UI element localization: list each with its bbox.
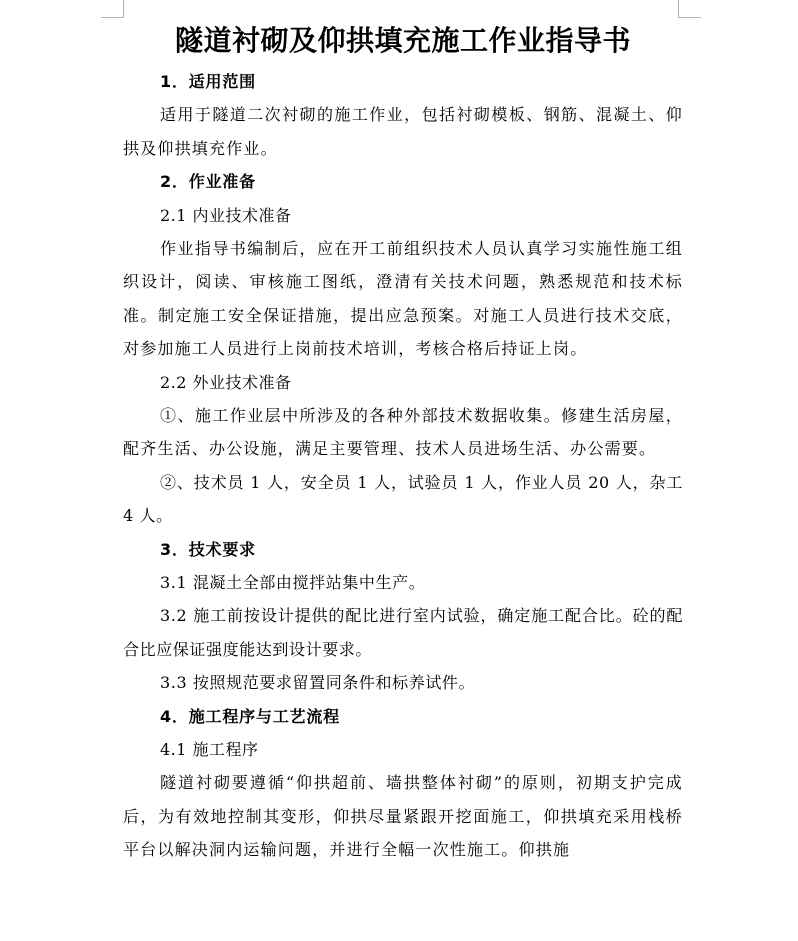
section-heading-scope: 1．适用范围 [160, 72, 256, 91]
tech-requirement-item-3: 3.3 按照规范要求留置同条件和标养试件。 [160, 673, 476, 693]
document-body [123, 17, 683, 867]
document-title: 隧道衬砌及仰拱填充施工作业指导书 [174, 24, 631, 57]
external-prep-paragraph-2: ②、技术员 1 人，安全员 1 人，试验员 1 人，作业人员 20 人，杂工 4 人。 [123, 472, 683, 526]
tech-requirement-item-2: 3.2 施工前按设计提供的配比进行室内试验，确定施工配合比。砼的配合比应保证强度能达到设计要求。 [123, 606, 683, 659]
section-heading-tech-requirements: 3．技术要求 [160, 539, 256, 559]
subsection-external-prep: 2.2 外业技术准备 [160, 372, 292, 392]
page-corner-mark-top-left [101, 0, 124, 18]
tech-requirement-item-1: 3.1 混凝土全部由搅拌站集中生产。 [160, 573, 426, 593]
procedure-paragraph: 隧道衬砌要遵循“仰拱超前、墙拱整体衬砌”的原则，初期支护完成后，为有效地控制其变形，仰拱尽量紧跟开挖面施工，仰拱填充采用栈桥平台以解决洞内运输问题，并进行全幅一次性施工。仰拱施 [123, 773, 683, 860]
subsection-internal-prep: 2.1 内业技术准备 [160, 205, 292, 225]
section-heading-preparation: 2．作业准备 [160, 172, 256, 192]
scope-paragraph: 适用于隧道二次衬砌的施工作业，包括衬砌模板、钢筋、混凝土、仰拱及仰拱填充作业。 [123, 105, 683, 158]
internal-prep-paragraph: 作业指导书编制后，应在开工前组织技术人员认真学习实施性施工组织设计，阅读、审核施工图纸，澄清有关技术问题，熟悉规范和技术标准。制定施工安全保证措施，提出应急预案。对施工人员进行技术交底，对参加施工人员进行上岗前技术培训，考核合格后持证上岗。 [123, 238, 683, 359]
external-prep-paragraph-1: ①、施工作业层中所涉及的各种外部技术数据收集。修建生活房屋，配齐生活、办公设施，满足主要管理、技术人员进场生活、办公需要。 [123, 406, 683, 459]
section-heading-procedure: 4．施工程序与工艺流程 [160, 706, 340, 726]
page-corner-mark-top-right [678, 0, 701, 18]
subsection-construction-procedure: 4.1 施工程序 [160, 740, 259, 760]
